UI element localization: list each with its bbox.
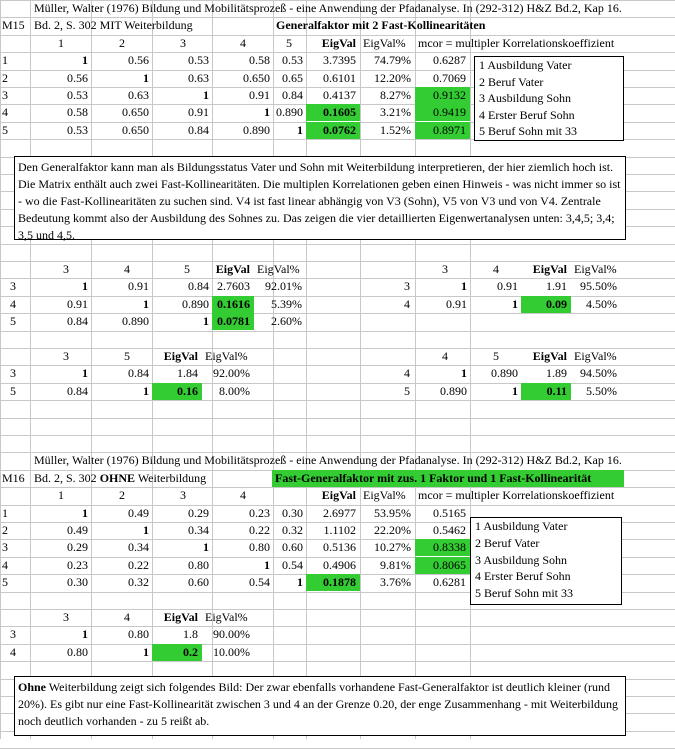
variable-legend (470, 517, 622, 605)
col-header[interactable]: 1 (58, 36, 64, 50)
matrix-cell[interactable]: 0.84 (188, 123, 209, 137)
sub-col-header[interactable]: 4 (442, 349, 448, 363)
row-label[interactable]: 5 (2, 575, 8, 589)
citation-text[interactable]: Müller, Walter (1976) Bildung und Mobilitätsprozeß - eine Anwendung der Pfadanalyse. In (292-312) H&Z Bd.2, Kap 16. (34, 453, 622, 467)
sub-eigvalpct-cell[interactable]: 92.01% (265, 279, 302, 293)
matrix-cell[interactable]: 0.23 (249, 506, 270, 520)
col-header[interactable]: 1 (58, 488, 64, 502)
matrix-cell[interactable]: 0.63 (188, 71, 209, 85)
eigvalpct-cell[interactable]: 12.20% (374, 71, 411, 85)
sub-matrix-cell[interactable]: 1 (143, 297, 149, 311)
matrix-cell[interactable]: 0.91 (188, 105, 209, 119)
matrix-cell[interactable]: 0.32 (128, 575, 149, 589)
sub-row-label[interactable]: 3 (10, 627, 16, 641)
sub-col-header[interactable]: 5 (493, 349, 499, 363)
sub-eigval-cell[interactable]: 0.16 (152, 383, 202, 400)
matrix-cell[interactable]: 0.650 (122, 123, 149, 137)
matrix-cell[interactable]: 0.58 (249, 53, 270, 67)
block-title[interactable]: Fast-Generalfaktor mit zus. 1 Faktor und 1 Fast-Kollinearität (272, 470, 624, 487)
matrix-cell[interactable]: 0.22 (249, 523, 270, 537)
matrix-cell[interactable]: 0.54 (282, 558, 303, 572)
eigval-cell[interactable]: 0.1605 (306, 104, 360, 121)
sub-eigvalpct-header[interactable]: EigVal% (574, 262, 617, 276)
sub-matrix-cell[interactable]: 0.890 (182, 297, 209, 311)
sub-eigvalpct-cell[interactable]: 5.39% (271, 297, 302, 311)
eigval-cell[interactable]: 0.0762 (306, 122, 360, 139)
matrix-cell[interactable]: 1 (264, 105, 270, 119)
gridline-row (0, 435, 675, 436)
sub-eigvalpct-cell[interactable]: 94.50% (580, 366, 617, 380)
citation-text[interactable]: Müller, Walter (1976) Bildung und Mobilitätsprozeß - eine Anwendung der Pfadanalyse. In (292-312) H&Z Bd.2, Kap 16. (34, 1, 622, 15)
matrix-cell[interactable]: 0.49 (67, 523, 88, 537)
legend-item: 2 Beruf Vater (479, 74, 544, 89)
row-label[interactable]: 3 (2, 540, 8, 554)
sub-row-label[interactable]: 3 (10, 279, 16, 293)
mcor-cell[interactable]: 0.8065 (415, 557, 470, 574)
matrix-cell[interactable]: 0.22 (128, 558, 149, 572)
eigvalpct-cell[interactable]: 53.95% (374, 506, 411, 520)
matrix-cell[interactable]: 0.60 (282, 540, 303, 554)
sub-row-label[interactable]: 4 (404, 366, 410, 380)
sub-matrix-cell[interactable]: 0.91 (128, 279, 149, 293)
legend-item: 3 Ausbildung Sohn (479, 91, 572, 106)
mcor-header[interactable]: mcor = multipler Korrelationskoeffizient (418, 488, 615, 502)
sub-eigval-cell[interactable]: 1.8 (183, 627, 198, 641)
sub-col-header[interactable]: 5 (124, 349, 130, 363)
eigval-header[interactable]: EigVal (321, 488, 356, 502)
sub-eigvalpct-cell[interactable]: 2.60% (271, 314, 302, 328)
sub-matrix-cell[interactable]: 0.890 (122, 314, 149, 328)
note-text: Weiterbildung zeigt sich folgendes Bild: Der zwar ebenfalls vorhandene Fast-Generalfaktor ist deutlich kleiner (rund 20%). Es gibt nur eine Fast-Kollinearität zwischen 3 und 4 an der Grenze 0.20, der enge Zusammenhang - mit Weiterbildung noch deutlich vorhanden - zu 5 reißt ab. (18, 680, 618, 728)
sub-eigval-header[interactable]: EigVal (215, 262, 250, 276)
sub-matrix-cell[interactable]: 0.890 (440, 384, 467, 398)
sub-matrix-cell[interactable]: 0.91 (446, 297, 467, 311)
col-header[interactable]: 4 (240, 36, 246, 50)
matrix-cell[interactable]: 0.890 (243, 123, 270, 137)
matrix-cell[interactable]: 1 (264, 558, 270, 572)
eigval-cell[interactable]: 0.4906 (323, 558, 356, 572)
sub-matrix-cell[interactable]: 1 (82, 366, 88, 380)
legend-item: 1 Ausbildung Vater (475, 519, 568, 533)
block-id[interactable]: M16 (2, 471, 25, 485)
col-header[interactable]: 4 (240, 488, 246, 502)
matrix-cell[interactable]: 0.53 (188, 53, 209, 67)
sub-row-label[interactable]: 4 (10, 645, 16, 659)
matrix-cell[interactable]: 0.53 (282, 53, 303, 67)
sub-eigval-cell[interactable]: 0.09 (521, 296, 571, 313)
sub-row-label[interactable]: 5 (404, 384, 410, 398)
matrix-cell[interactable]: 0.32 (282, 523, 303, 537)
sub-col-header[interactable]: 3 (63, 262, 69, 276)
col-header[interactable]: 2 (119, 488, 125, 502)
source-text[interactable] (34, 470, 264, 487)
legend-item: 4 Erster Beruf Sohn (475, 569, 571, 584)
row-label[interactable]: 1 (2, 506, 8, 520)
eigvalpct-cell[interactable]: 74.79% (374, 53, 411, 67)
matrix-cell[interactable]: 1 (143, 523, 149, 537)
sub-eigvalpct-cell[interactable]: 4.50% (586, 297, 617, 311)
legend-item: 1 Ausbildung Vater (479, 58, 572, 72)
sub-col-header[interactable]: 5 (184, 262, 190, 276)
eigvalpct-header[interactable]: EigVal% (363, 36, 406, 50)
block-id[interactable]: M15 (2, 18, 25, 32)
matrix-cell[interactable]: 1 (82, 53, 88, 67)
sub-col-header[interactable]: 3 (63, 610, 69, 624)
interpretation-note (14, 676, 626, 736)
sub-matrix-cell[interactable]: 0.890 (491, 366, 518, 380)
eigvalpct-cell[interactable]: 1.52% (380, 123, 411, 137)
variable-legend (474, 56, 624, 141)
matrix-cell[interactable]: 0.65 (282, 71, 303, 85)
matrix-cell[interactable]: 0.29 (188, 506, 209, 520)
mcor-cell[interactable]: 0.8338 (415, 539, 470, 556)
mcor-cell[interactable]: 0.8971 (415, 122, 470, 139)
sub-eigval-cell[interactable]: 0.0781 (212, 313, 254, 330)
eigvalpct-cell[interactable]: 3.21% (380, 105, 411, 119)
sub-matrix-cell[interactable]: 0.84 (188, 279, 209, 293)
sub-eigval-cell[interactable]: 1.91 (546, 279, 567, 293)
sub-matrix-cell[interactable]: 1 (143, 384, 149, 398)
interpretation-note: Den Generalfaktor kann man als Bildungsstatus Vater und Sohn mit Weiterbildung interpretieren, der hier ziemlich hoch ist. Die Matrix enthält auch zwei Fast-Kollinearitäten. Die multiplen Korrelationen geben einen Hinweis - was nicht immer so ist - wo die Fast-Kollinearitäten zu suchen sind. V4 ist fast linear abhängig von V3 (Sohn), V5 von V3 und von V4. Zentrale Bedeutung kommt also der Ausbildung des Sohnes zu. Das zeigen die vier detaillierten Eigenwertanalysen unten: 3,4,5; 3,4; 3,5 und 4,5. (14, 156, 626, 240)
mcor-cell[interactable]: 0.6281 (433, 575, 466, 589)
sub-eigval-cell[interactable]: 2.7603 (217, 279, 250, 293)
gridline-row (0, 331, 675, 332)
sub-matrix-cell[interactable]: 1 (461, 279, 467, 293)
sub-eigval-cell[interactable]: 1.89 (546, 366, 567, 380)
sub-matrix-cell[interactable]: 0.80 (128, 627, 149, 641)
matrix-cell[interactable]: 0.49 (128, 506, 149, 520)
matrix-cell[interactable]: 0.23 (67, 558, 88, 572)
matrix-cell[interactable]: 0.56 (128, 53, 149, 67)
matrix-cell[interactable]: 0.58 (67, 105, 88, 119)
eigvalpct-cell[interactable]: 10.27% (374, 540, 411, 554)
sub-eigvalpct-header[interactable]: EigVal% (205, 610, 248, 624)
sub-eigvalpct-cell[interactable]: 5.50% (586, 384, 617, 398)
matrix-cell[interactable]: 0.29 (67, 540, 88, 554)
row-label[interactable]: 4 (2, 558, 8, 572)
mcor-cell[interactable]: 0.7069 (433, 71, 466, 85)
eigval-cell[interactable]: 1.1102 (323, 523, 356, 537)
gridline-row (0, 661, 675, 662)
row-label[interactable]: 2 (2, 71, 8, 85)
sub-matrix-cell[interactable]: 1 (512, 297, 518, 311)
sub-eigval-cell[interactable]: 1.84 (177, 366, 198, 380)
matrix-cell[interactable]: 0.650 (243, 71, 270, 85)
matrix-cell[interactable]: 0.80 (249, 540, 270, 554)
sub-col-header[interactable]: 4 (124, 262, 130, 276)
sub-eigvalpct-cell[interactable]: 90.00% (213, 627, 250, 641)
matrix-cell[interactable]: 1 (82, 506, 88, 520)
sub-eigval-cell[interactable]: 0.11 (521, 383, 571, 400)
col-header[interactable]: 3 (180, 488, 186, 502)
matrix-cell[interactable]: 0.60 (188, 575, 209, 589)
eigval-cell[interactable]: 2.6977 (323, 506, 356, 520)
mcor-cell[interactable]: 0.9419 (415, 104, 470, 121)
sub-col-header[interactable]: 3 (442, 262, 448, 276)
row-label[interactable]: 4 (2, 105, 8, 119)
legend-item: 4 Erster Beruf Sohn (479, 107, 575, 122)
sub-matrix-cell[interactable]: 0.84 (67, 384, 88, 398)
source-emphasis: OHNE (99, 471, 136, 485)
row-label[interactable]: 5 (2, 123, 8, 137)
sub-row-label[interactable]: 5 (10, 314, 16, 328)
sub-col-header[interactable]: 3 (63, 349, 69, 363)
matrix-cell[interactable]: 0.30 (282, 506, 303, 520)
eigvalpct-cell[interactable]: 3.76% (380, 575, 411, 589)
eigval-cell[interactable]: 0.5136 (323, 540, 356, 554)
matrix-cell[interactable]: 1 (143, 71, 149, 85)
row-label[interactable]: 1 (2, 53, 8, 67)
matrix-cell[interactable]: 0.890 (276, 105, 303, 119)
eigvalpct-cell[interactable]: 9.81% (380, 558, 411, 572)
eigval-cell[interactable]: 0.4137 (323, 88, 356, 102)
col-header[interactable]: 5 (286, 36, 292, 50)
eigval-cell[interactable]: 0.6101 (323, 71, 356, 85)
sub-eigvalpct-cell[interactable]: 10.00% (213, 645, 250, 659)
sub-matrix-cell[interactable]: 1 (82, 279, 88, 293)
col-header[interactable]: 3 (180, 36, 186, 50)
eigvalpct-cell[interactable]: 22.20% (374, 523, 411, 537)
matrix-cell[interactable]: 1 (297, 123, 303, 137)
sub-row-label[interactable]: 5 (10, 384, 16, 398)
sub-col-header[interactable]: 4 (493, 262, 499, 276)
sub-row-label[interactable]: 4 (404, 297, 410, 311)
legend-item: 5 Beruf Sohn mit 33 (475, 586, 573, 601)
mcor-header[interactable]: mcor = multipler Korrelationskoeffizient (418, 36, 615, 50)
sub-matrix-cell[interactable]: 0.80 (67, 645, 88, 659)
sub-eigvalpct-header[interactable]: EigVal% (574, 349, 617, 363)
gridline-row (0, 400, 675, 401)
matrix-cell[interactable]: 0.34 (128, 540, 149, 554)
mcor-cell[interactable]: 0.9132 (415, 87, 470, 104)
sub-eigval-cell[interactable]: 0.1616 (212, 296, 254, 313)
sub-matrix-cell[interactable]: 0.84 (67, 314, 88, 328)
legend-item: 2 Beruf Vater (475, 535, 540, 550)
sub-matrix-cell[interactable]: 1 (203, 314, 209, 328)
matrix-cell[interactable]: 0.53 (67, 123, 88, 137)
source-text[interactable]: Bd. 2, S. 302 MIT Weiterbildung (34, 18, 193, 32)
sub-eigval-header[interactable]: EigVal (163, 610, 198, 624)
block-title[interactable]: Generalfaktor mit 2 Fast-Kollinearitäten (276, 18, 486, 32)
eigvalpct-header[interactable]: EigVal% (363, 488, 406, 502)
gridline-row (0, 418, 675, 419)
sub-matrix-cell[interactable]: 0.91 (67, 297, 88, 311)
sub-row-label[interactable]: 3 (10, 366, 16, 380)
matrix-cell[interactable]: 0.91 (249, 88, 270, 102)
sub-eigvalpct-cell[interactable]: 95.50% (580, 279, 617, 293)
matrix-cell[interactable]: 0.80 (188, 558, 209, 572)
sub-eigvalpct-cell[interactable]: 8.00% (219, 384, 250, 398)
sub-eigvalpct-header[interactable]: EigVal% (205, 349, 248, 363)
sub-eigvalpct-cell[interactable]: 92.00% (213, 366, 250, 380)
eigvalpct-cell[interactable]: 8.27% (380, 88, 411, 102)
matrix-cell[interactable]: 0.54 (249, 575, 270, 589)
sub-matrix-cell[interactable]: 1 (143, 645, 149, 659)
eigval-cell[interactable]: 0.1878 (306, 574, 360, 591)
source-suffix: Weiterbildung (135, 471, 207, 485)
sub-row-label[interactable]: 3 (404, 279, 410, 293)
sub-eigvalpct-header[interactable]: EigVal% (257, 262, 300, 276)
matrix-cell[interactable]: 0.53 (67, 88, 88, 102)
eigval-cell[interactable]: 3.7395 (323, 53, 356, 67)
gridline-row (0, 244, 675, 245)
matrix-cell[interactable]: 1 (203, 88, 209, 102)
row-label[interactable]: 2 (2, 523, 8, 537)
row-label[interactable]: 3 (2, 88, 8, 102)
mcor-cell[interactable]: 0.5462 (433, 523, 466, 537)
sub-matrix-cell[interactable]: 0.84 (128, 366, 149, 380)
sub-matrix-cell[interactable]: 1 (461, 366, 467, 380)
matrix-cell[interactable]: 0.84 (282, 88, 303, 102)
sub-row-label[interactable]: 4 (10, 297, 16, 311)
matrix-cell[interactable]: 0.56 (67, 71, 88, 85)
eigval-header[interactable]: EigVal (321, 36, 356, 50)
sub-eigval-cell[interactable]: 0.2 (152, 644, 202, 661)
sub-eigval-header[interactable]: EigVal (163, 349, 198, 363)
matrix-cell[interactable]: 0.63 (128, 88, 149, 102)
sub-col-header[interactable]: 4 (124, 610, 130, 624)
mcor-cell[interactable]: 0.5165 (433, 506, 466, 520)
matrix-cell[interactable]: 0.650 (122, 105, 149, 119)
matrix-cell[interactable]: 0.34 (188, 523, 209, 537)
sub-eigval-header[interactable]: EigVal (532, 349, 567, 363)
note-emphasis: Ohne (18, 680, 47, 694)
legend-item: 3 Ausbildung Sohn (475, 552, 568, 567)
legend-item: 5 Beruf Sohn mit 33 (479, 124, 577, 139)
sub-matrix-cell[interactable]: 1 (82, 627, 88, 641)
source-prefix: Bd. 2, S. 302 (34, 471, 100, 485)
col-header[interactable]: 2 (119, 36, 125, 50)
sub-matrix-cell[interactable]: 1 (512, 384, 518, 398)
matrix-cell[interactable]: 1 (297, 575, 303, 589)
mcor-cell[interactable]: 0.6287 (433, 53, 466, 67)
matrix-cell[interactable]: 1 (203, 540, 209, 554)
sub-eigval-header[interactable]: EigVal (532, 262, 567, 276)
sub-matrix-cell[interactable]: 0.91 (497, 279, 518, 293)
matrix-cell[interactable]: 0.30 (67, 575, 88, 589)
